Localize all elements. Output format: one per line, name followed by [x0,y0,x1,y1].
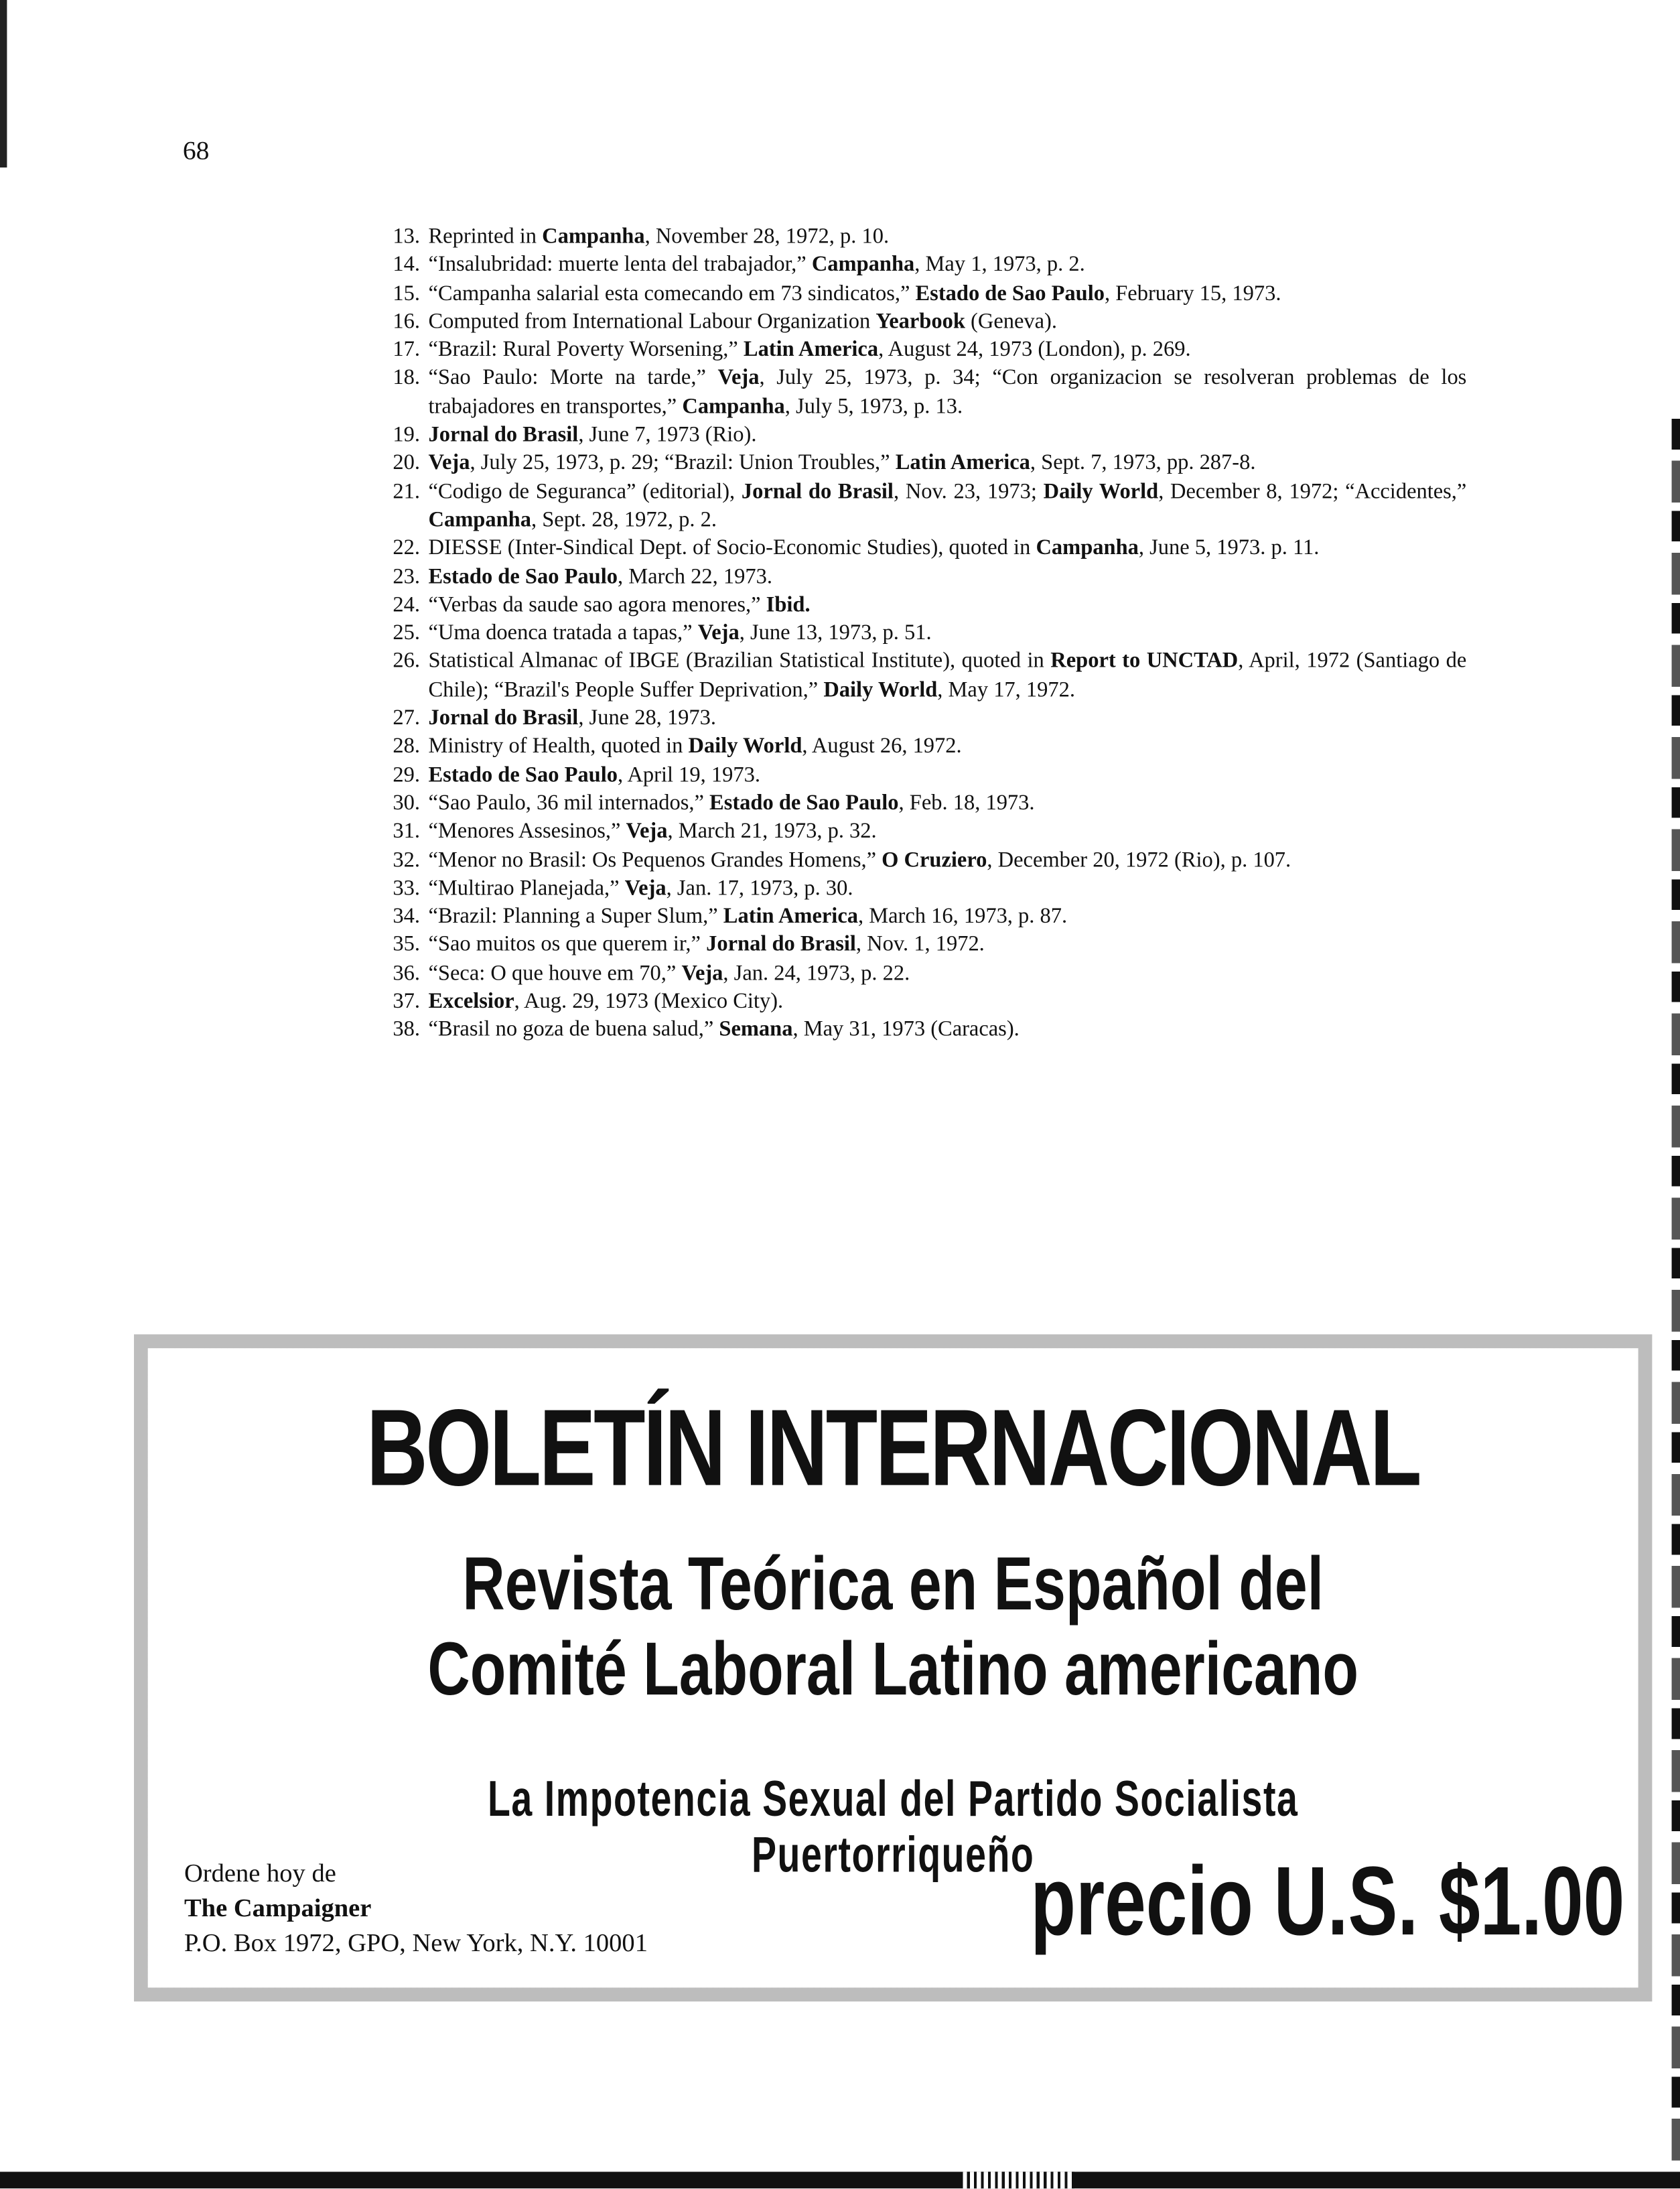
ad-price: precio U.S. $1.00 [1030,1846,1624,1956]
endnote-text [429,875,1467,903]
scan-edge-bottom-gap [963,2172,1074,2188]
ad-title: BOLETÍN INTERNACIONAL [366,1386,1420,1509]
endnote-number: 14. [393,253,421,277]
endnote-source-title: Semana [719,1018,793,1042]
endnote-text-run: , June 13, 1973, p. 51. [739,621,932,645]
endnote-number: 33. [393,876,421,901]
endnote-item [378,649,1467,706]
endnote-source-title: Jornal do Brasil [428,423,579,447]
endnote-text-run: , February 15, 1973. [1105,281,1281,306]
endnote-item [378,252,1467,280]
endnote-source-title: Jornal do Brasil [706,933,856,957]
endnote-text-run: , April 19, 1973. [617,762,760,787]
endnote-text [429,733,1467,761]
endnote-text [429,988,1467,1016]
endnote-source-title: Jornal do Brasil [741,479,894,504]
endnote-text-run: , Nov. 1, 1972. [855,933,985,957]
endnote-text-run: “Campanha salarial esta comecando em 73 sindicatos,” [428,281,916,306]
endnote-text-run: , June 28, 1973. [578,706,717,730]
endnote-item [378,960,1467,988]
endnote-text-run: , June 5, 1973. p. 11. [1138,536,1320,560]
ad-subtitle-line-1: Revista Teórica en Español del [462,1542,1324,1626]
endnote-source-title: Jornal do Brasil [428,706,579,730]
endnote-source-title: Ibid. [766,593,811,617]
endnote-text-run: , Sept. 28, 1972, p. 2. [531,508,717,532]
advertisement-inner [148,1348,1638,1987]
endnote-item [378,308,1467,336]
endnotes-list [378,223,1467,1045]
endnote-text-run: , Sept. 7, 1973, pp. 287-8. [1030,451,1256,476]
endnote-source-title: Campanha [428,508,531,532]
endnote-text-run: , June 7, 1973 (Rio). [578,423,757,447]
endnote-source-title: Daily World [688,734,802,758]
endnote-text-run: , March 16, 1973, p. 87. [857,905,1068,929]
endnote-text [429,223,1467,251]
endnote-source-title: Veja [681,961,723,986]
endnote-text-run: , May 1, 1973, p. 2. [914,253,1085,277]
endnote-number: 25. [393,621,421,645]
endnote-item [378,535,1467,563]
endnote-text-run: “Brazil: Rural Poverty Worsening,” [428,338,744,362]
endnote-source-title: Report to UNCTAD [1050,649,1239,673]
endnote-source-title: Estado de Sao Paulo [428,762,618,787]
endnote-number: 36. [393,961,421,986]
endnote-text-run: , Feb. 18, 1973. [898,791,1035,815]
endnote-text [429,620,1467,648]
endnote-text [429,563,1467,592]
endnote-text-run: “Sao Paulo, 36 mil internados,” [428,791,710,815]
endnote-text [429,903,1467,931]
endnote-item [378,762,1467,790]
endnote-source-title: Daily World [1043,479,1159,504]
endnote-item [378,846,1467,874]
endnote-number: 20. [393,451,421,476]
endnote-source-title: Latin America [895,451,1030,476]
endnote-source-title: Estado de Sao Paulo [709,791,899,815]
scan-edge-right [1672,419,1680,2164]
endnote-text-run: , Jan. 24, 1973, p. 22. [723,961,910,986]
endnote-item [378,223,1467,251]
endnote-text-run: “Seca: O que houve em 70,” [428,961,682,986]
endnote-text [429,450,1467,478]
scan-edge-bottom [0,2172,1680,2188]
endnote-text-run: “Brasil no goza de buena salud,” [428,1018,719,1042]
endnote-text-run: Statistical Almanac of IBGE (Brazilian Statistical Institute), quoted in [428,649,1051,673]
endnote-text-run: “Menor no Brasil: Os Pequenos Grandes Homens,” [428,848,882,872]
endnote-number: 24. [393,593,421,617]
endnote-text [429,592,1467,620]
endnote-item [378,421,1467,450]
endnote-text-run: “Insalubridad: muerte lenta del trabajador,” [428,253,812,277]
endnote-text-run: , August 24, 1973 (London), p. 269. [878,338,1191,362]
endnote-source-title: Yearbook [876,310,965,334]
endnote-item [378,705,1467,733]
endnote-source-title: Campanha [811,253,915,277]
endnote-item [378,988,1467,1016]
endnote-number: 15. [393,281,421,306]
endnote-item [378,450,1467,478]
endnote-text-run: , November 28, 1972, p. 10. [644,224,890,249]
endnote-item [378,903,1467,931]
endnote-number: 26. [393,649,421,673]
endnote-text-run: , August 26, 1972. [802,734,962,758]
endnote-text-run: , April, 1972 (Santiago de Chile); “Brazil's People Suffer Deprivation,” [428,649,1467,702]
endnote-text-run: “Sao Paulo: Morte na tarde,” [428,366,718,391]
endnote-item [378,875,1467,903]
endnote-text [429,960,1467,988]
endnote-number: 16. [393,310,421,334]
endnote-text-run: , May 17, 1972. [937,677,1076,702]
endnote-number: 31. [393,819,421,844]
endnote-item [378,818,1467,846]
endnote-item [378,1016,1467,1045]
order-line-3: P.O. Box 1972, GPO, New York, N.Y. 10001 [184,1930,648,1959]
endnote-text-run: , December 20, 1972 (Rio), p. 107. [987,848,1291,872]
page-number: 68 [182,137,210,166]
endnote-number: 22. [393,536,421,560]
endnote-text [429,535,1467,563]
endnote-text-run: “Brazil: Planning a Super Slum,” [428,905,723,929]
endnote-text-run: , July 5, 1973, p. 13. [784,395,963,419]
endnote-number: 13. [393,224,421,249]
endnote-text-run: , July 25, 1973, p. 29; “Brazil: Union Troubles,” [470,451,896,476]
endnote-text-run: “Sao muitos os que querem ir,” [428,933,707,957]
endnote-text [429,252,1467,280]
ad-feature-headline: La Impotencia Sexual del Partido Socialista Puertorriqueño [487,1770,1299,1883]
endnote-text-run: (Geneva). [965,310,1058,334]
endnote-number: 27. [393,706,421,730]
scan-edge-left [0,0,7,168]
endnote-text [429,280,1467,308]
endnote-text [429,336,1467,364]
endnote-source-title: Latin America [743,338,879,362]
endnote-number: 21. [393,479,421,504]
endnote-number: 17. [393,338,421,362]
endnote-number: 38. [393,1018,421,1042]
endnote-source-title: Latin America [723,905,858,929]
endnote-number: 19. [393,423,421,447]
endnote-text [429,421,1467,450]
endnote-source-title: O Cruziero [882,848,987,872]
endnote-text-run: DIESSE (Inter-Sindical Dept. of Socio-Economic Studies), quoted in [428,536,1036,560]
endnote-source-title: Campanha [682,395,785,419]
endnote-source-title: Veja [428,451,470,476]
endnote-number: 35. [393,933,421,957]
endnote-text-run: “Multirao Planejada,” [428,876,625,901]
endnote-source-title: Excelsior [428,989,514,1014]
endnote-text-run: , July 25, 1973, p. 34; “Con organizacion se resolveran problemas de los trabajadores en transportes,” [428,366,1467,419]
endnote-item [378,563,1467,592]
order-line-1: Ordene hoy de [184,1860,336,1889]
endnote-item [378,280,1467,308]
advertisement-box [134,1334,1652,2001]
endnote-number: 32. [393,848,421,872]
endnote-source-title: Daily World [823,677,938,702]
endnote-item [378,365,1467,422]
endnote-number: 37. [393,989,421,1014]
endnote-number: 30. [393,791,421,815]
endnote-source-title: Campanha [542,224,645,249]
endnote-text-run: , March 21, 1973, p. 32. [667,819,877,844]
endnote-source-title: Veja [697,621,740,645]
endnote-number: 23. [393,564,421,589]
endnote-text-run: Computed from International Labour Organization [428,310,876,334]
endnote-item [378,592,1467,620]
endnote-text [429,762,1467,790]
endnote-text-run: , May 31, 1973 (Caracas). [792,1018,1020,1042]
endnote-text-run: , Aug. 29, 1973 (Mexico City). [514,989,784,1014]
endnote-text [429,478,1467,535]
ad-subtitle-line-2: Comité Laboral Latino americano [427,1627,1358,1711]
endnote-text-run: Ministry of Health, quoted in [428,734,689,758]
endnote-source-title: Estado de Sao Paulo [915,281,1105,306]
endnote-text-run: “Verbas da saude sao agora menores,” [428,593,766,617]
endnote-text [429,365,1467,422]
endnote-source-title: Veja [626,819,668,844]
endnote-text-run: “Uma doenca tratada a tapas,” [428,621,698,645]
endnote-text [429,308,1467,336]
order-info [184,1858,648,1963]
order-line-2: The Campaigner [184,1895,372,1924]
endnote-text [429,818,1467,846]
endnote-text-run: , December 8, 1972; “Accidentes,” [1158,479,1467,504]
endnote-number: 29. [393,762,421,787]
endnote-item [378,336,1467,364]
endnote-text-run: “Menores Assesinos,” [428,819,626,844]
endnote-number: 18. [393,366,421,391]
endnote-item [378,478,1467,535]
endnote-text-run: , Nov. 23, 1973; [893,479,1044,504]
endnote-text-run: , March 22, 1973. [617,564,772,589]
endnote-source-title: Veja [624,876,667,901]
endnote-text-run: Reprinted in [428,224,543,249]
endnote-item [378,620,1467,648]
endnote-text-run: “Codigo de Seguranca” (editorial), [428,479,742,504]
endnote-item [378,931,1467,959]
endnote-number: 34. [393,905,421,929]
endnote-text-run: , Jan. 17, 1973, p. 30. [666,876,853,901]
endnote-item [378,790,1467,818]
endnote-text [429,790,1467,818]
endnote-text [429,846,1467,874]
endnote-number: 28. [393,734,421,758]
endnote-source-title: Campanha [1036,536,1139,560]
endnote-source-title: Estado de Sao Paulo [428,564,618,589]
endnote-text [429,649,1467,706]
endnote-text [429,931,1467,959]
endnote-text [429,705,1467,733]
endnote-source-title: Veja [717,366,760,391]
endnote-text [429,1016,1467,1045]
endnote-item [378,733,1467,761]
